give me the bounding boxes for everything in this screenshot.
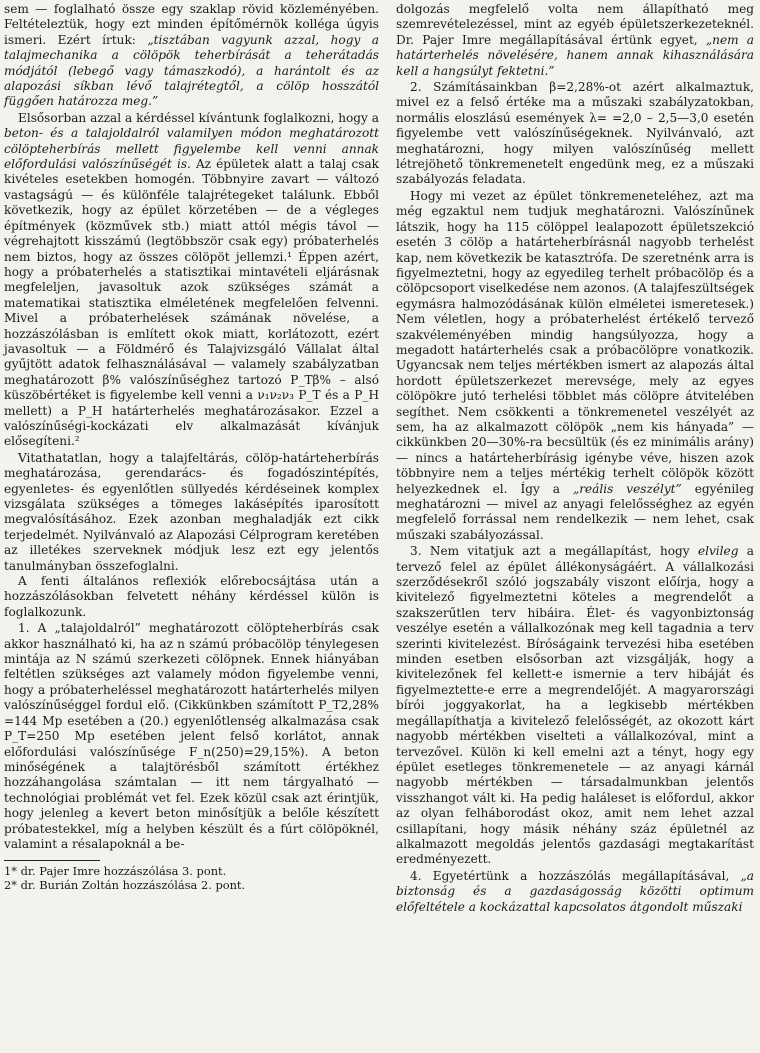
paragraph-text: sem — foglalható össze egy szaklap rövid közleményében. Feltételeztük, hogy ezt minden építőmérnök kollégа úgyis ismeri. Ezért írtuk: (4, 2, 379, 47)
numbered-paragraph: 1. A „talajoldalról” meghatározott cölöpteherbírás csak akkor használható ki, ha az n számú próbacölöp ténylegesen mintája az N számú szerkezeti cölöpnek. Ennek hiányában feltétlen szükséges azt valamely módon figyelembe venni, hogy a próbaterheléssel meghatározott határterhelés milyen valószínűséggel fordul elő. (Cikkünkben számított P_T2,28% =144 Mp esetében a (20.) egyenlőtlenség alkalmazása csak P_T=250 Mp esetében jelent felső korlátot, annak előfordulási valószínűsége F_n(250)=29,15%). A beton minőségének a talajtörésből számított értékhez hozzáhangolása számtalan — itt nem tárgyalható — technológiai problémát vet fel. Ezek közül csak azt érintjük, hogy jelenleg a kevert beton minősítjük a belőle készített próbatestekkel, míg a helyben készült és a fúrt cölöpöknél, valamint a résalapoknál a be- (4, 621, 379, 851)
paragraph-text: egyénileg meghatározni — mivel az anyagi felelősséghez az egyén megfelelő forrással nem rendelkezik — nem lehet, csak műszaki szabályozással. (396, 481, 755, 542)
paragraph-continuation (396, 2, 754, 79)
paragraph-text: Az épületek alatt a talaj csak kivételes esetekben homogén. Többnyire zavart — változó vastagságú — és különféle talajrétegeket találunk. Ebből következik, hogy az épület körzetében — de a végleges építmények (közművek stb.) miatt attól mégis távol — végrehajtott kisszámú (legtöbbször csak egy) próbaterhelés nem biztos, hogy az összes cölöpöt jellemzi.¹ Éppen azért, hogy a próbaterhelés a statisztikai mintavételi eljárásnak megfeleljen, javasoltuk azok szükséges számát a matematikai statisztika elméletének megfelelően felvenni. Mivel a próbaterhelések számának növelése, a hozzászólásban is említett okok miatt, korlátozott, ezért javasoltuk — a Földmérő és Talajvizsgáló Vállalat által gyűjtött adatok felhasználásával — valamely szabályzatban meghatározott β% valószínűséghez tartozó P_Tβ% – alsó küszöbértéket is figyelembe kell venni a ν₁ν₂ν₃ P_T és a P_H mellett) a P_H határterhelés meghatározásakor. Ezzel a valószínűségi-kockázati elv alkalmazását kívánjuk elősegíteni.² (4, 157, 379, 449)
footnote: 1* dr. Pajer Imre hozzászólása 3. pont. (4, 864, 227, 879)
paragraph (4, 111, 379, 450)
footnote-divider (4, 860, 100, 861)
emphasis-text: elvileg (689, 544, 739, 559)
footnotes (4, 864, 379, 892)
numbered-paragraph (396, 544, 754, 868)
paragraph-text: Hogy mi vezet az épület tönkremeneteléhez, azt ma még egzaktul nem tudjuk meghatározni. Valószínűnek látszik, hogy ha 115 cölöppel lealapozott épületszekció esetén 3 cölöp a határteherbírásnál nagyobb terhelést kap, nem következik be katasztrófa. De szeretnénk arra is figyelmeztetni, hogy az egyedileg terhelt próbacölöp és a cölöpcsoport viselkedése nem azonos. (A talajfeszültségek egymásra halmozódásának külön elméletei ismeretesek.) Nem véletlen, hogy a próbaterhelést értékelő tervező szakvéleményében mindig hangsúlyozza, hogy a megadott határterhelés csak a próbacölöpre vonatkozik. Ugyancsak nem teljes mértékben ismert az alapozás által hordott épületszerkezet merevsége, mely az egyes cölöpökre jutó terhelési többlet más cölöpre átvitelében segíthet. Nem csökkenti a tönkremenetel veszélyét az sem, ha az alkalmazott cölöpök „nem kis hányada” — cikkünkben 20—30%-ra becsültük (és ez minimális arány) — nincs a határteherbírásig igénybe véve, hiszen azok többnyire nem a teljes mértékig terhelt cölöpök között helyezkednek el. Így a (396, 188, 754, 496)
emphasis-text: „reális veszélyt” (559, 481, 682, 496)
emphasis-text: beton- és a talajoldalról valamilyen módon meghatározott cölöpteherbírás mellett figyelembe kell venni annak előfordulási valószínűségét is. (4, 126, 379, 172)
emphasis-text: „a biztonság és a gazdaságosság közötti optimum előfeltétele a kockázattal kapcsolatos átgondolt műszaki (396, 868, 754, 914)
emphasis-text: „nem a határterhelés növelésére, hanem annak kihasználására kell a hangsúlyt fektetni.” (396, 32, 755, 78)
right-column (396, 2, 754, 915)
paragraph-text: a tervező felel az épület állékonyságáért. A vállalkozási szerződésekről szóló jogszabály viszont előírja, hogy a kivitelező figyelmeztetni köteles a megrendelőt a szakszerűtlen terv hibáira. Élet- és vagyonbiztonság veszélye esetén a vállalkozónak meg kell tagadnia a terv szerinti kivitelezést. Bíróságaink tervezési hiba esetében minden esetben elsősorban azt vizsgálják, hogy a kivitelezőnek fel kellett-e ismernie a terv hibáját és figyelmeztette-e erre a megrendelőjét. A magyarországi bírói joggyakorlat, ha a legkisebb mértékben megállapíthatja a kivitelező felelősségét, az okozott kárt nagyobb mértékben viselteti a vállalkozóval, mint a tervezővel. Külön ki kell emelni azt a tényt, hogy egy épület esetleges tönkremenetele — az anyagi kárnál nagyobb mértékben — társadalmunkban jelentős visszhangot vált ki. Ha pedig haláleset is előfordul, akkor az olyan felháborodást okoz, amit nem lehet azzal csillapítani, hogy másik néhány száz épületnél az alkalmazott megoldás jelentős gazdasági megtakarítást eredményezett. (396, 544, 754, 867)
footnote: 2* dr. Burián Zoltán hozzászólása 2. pont. (4, 878, 246, 893)
paragraph-text: Elsősorban azzal a kérdéssel kívántunk foglalkozni, hogy a (18, 110, 379, 125)
paragraph-text: dolgozás megfelelő volta nem állapítható meg szemrevételezéssel, mint az egyéb épületszerkezeteknél. Dr. Pajer Imre megállapításával értünk egyet, (396, 2, 754, 47)
left-column (4, 2, 379, 892)
paragraph-text: 3. Nem vitatjuk azt a megállapítást, hogy (410, 544, 690, 559)
paragraph: Vitathatatlan, hogy a talajfeltárás, cölöp-határteherbírás meghatározása, gerendarács- és fogadószintépítés, egyenletes- és egyenlőtlen süllyedés kérdéseinek komplex vizsgálata szükséges a tömeges lakásépítés iparosított megvalósításához. Ezek azonban meghaladják ezt cikk terjedelmét. Nyilvánvaló az Alapozási Célprogram keretében az illetékes szerveknek módjuk lesz ezt egy jelentős tanulmányban összefoglalni. (4, 450, 379, 573)
paragraph-continuation (4, 2, 379, 110)
paragraph (396, 189, 754, 543)
paragraph: A fenti általános reflexiók előrebocsájtása után a hozzászólásokban felvetett néhány kérdéssel külön is foglalkozunk. (4, 574, 379, 619)
numbered-paragraph: 2. Számításainkban β=2,28%-ot azért alkalmaztuk, mivel ez a felső értéke ma a műszaki szabályzatokban, normális eloszlású események λ= =2,0 – 2,5—3,0 esetén figyelembe vett valószínűségeknek. Nyilvánvaló, azt meghatározni, hogy milyen valószínűség mellett létrejöhető tönkremenetelt engedünk meg, ez a műszaki szabályozás feladata. (396, 80, 754, 187)
paragraph-text: 4. Egyetértünk a hozzászólás megállapításával, (410, 868, 730, 883)
emphasis-text: „tisztában vagyunk azzal, hogy a talajmechanika a cölöpök teherbírását a teherátadás módjától (lebegő vagy támaszkodó), a harántolt és az alapozási síkban lévő talajrétegtől, a cölöp hosszától függően határozza meg.” (4, 32, 379, 109)
numbered-paragraph (396, 869, 754, 915)
